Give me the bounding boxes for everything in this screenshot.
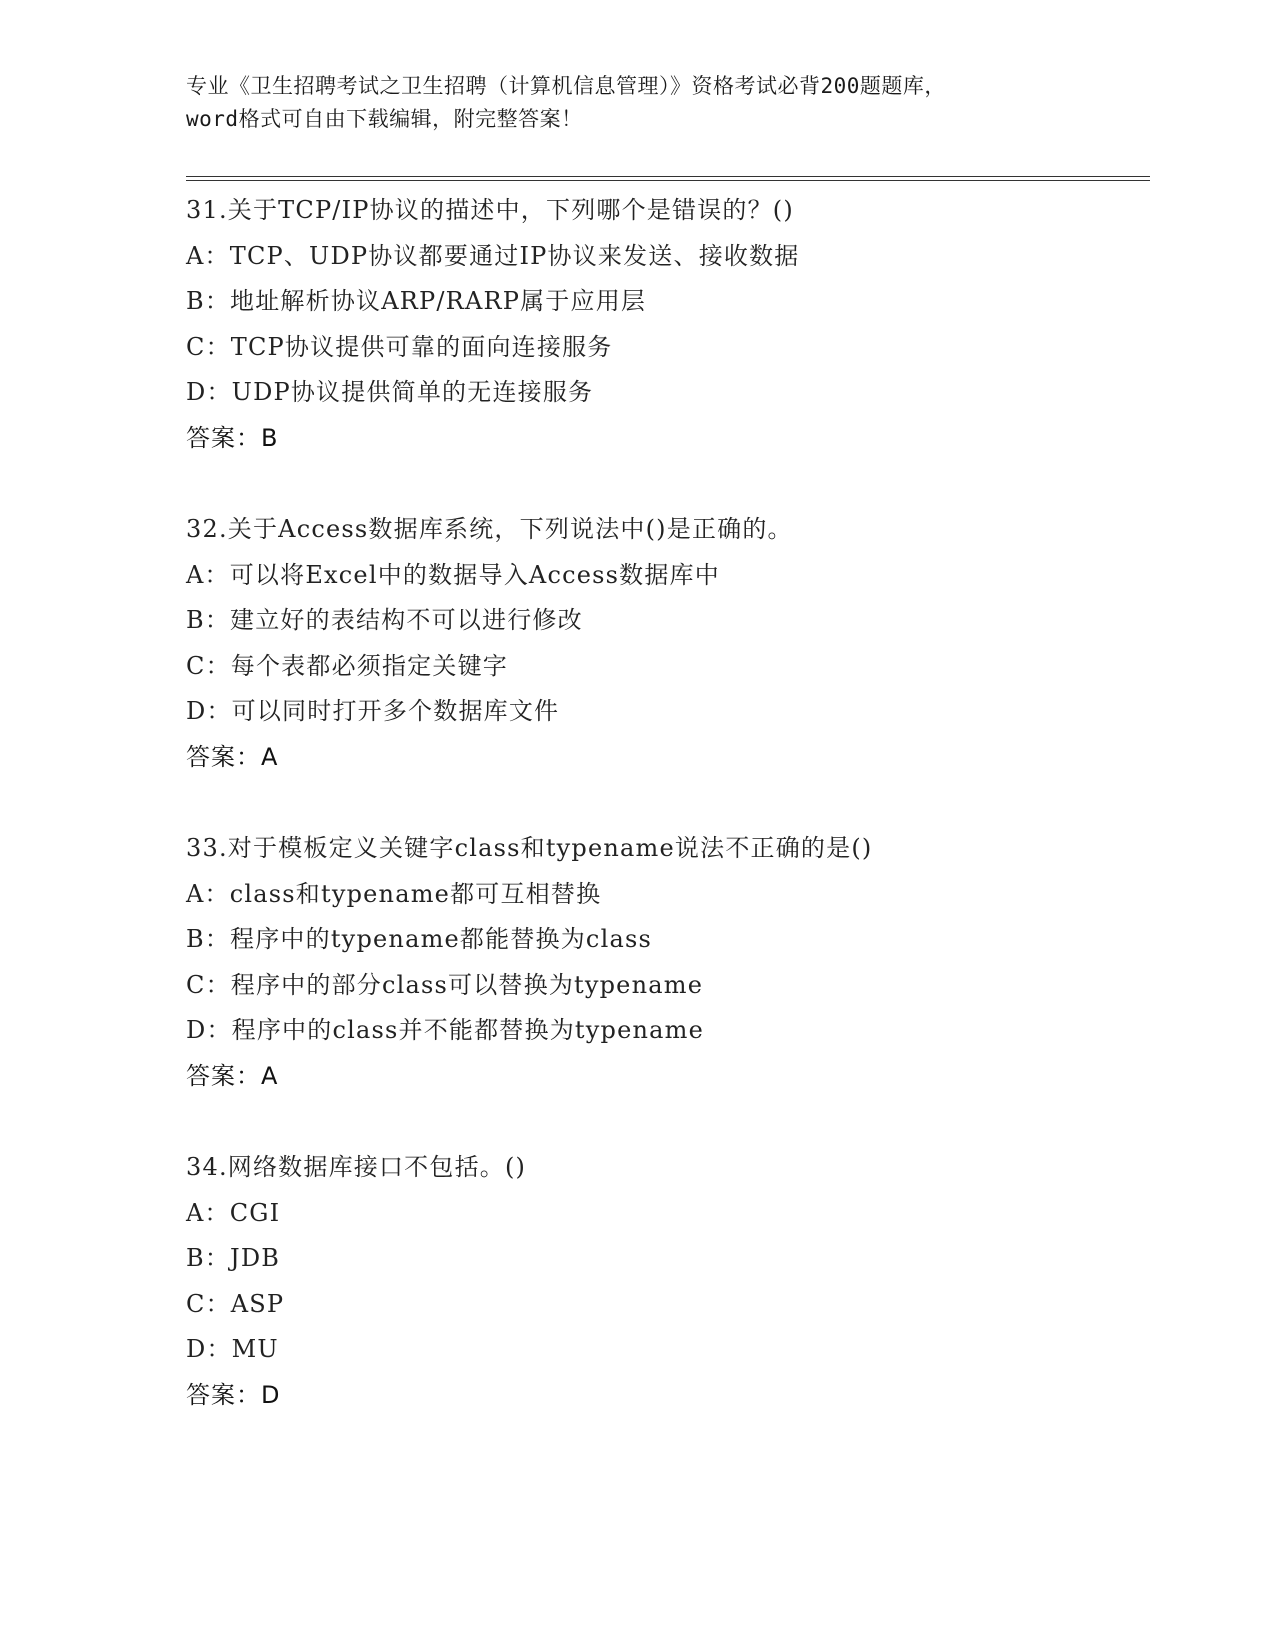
question-stem: 31.关于TCP/IP协议的描述中，下列哪个是错误的？() — [186, 196, 794, 224]
option-c: C：TCP协议提供可靠的面向连接服务 — [186, 332, 613, 361]
answer: 答案：D — [186, 1380, 281, 1409]
option-d: D：程序中的class并不能都替换为typename — [186, 1016, 704, 1044]
answer: 答案：B — [186, 423, 279, 452]
option-c: C：每个表都必须指定关键字 — [186, 651, 508, 680]
option-b: B：JDB — [186, 1244, 281, 1272]
option-a: A：class和typename都可互相替换 — [186, 879, 602, 908]
option-d: D：UDP协议提供简单的无连接服务 — [186, 378, 594, 406]
option-d: D：可以同时打开多个数据库文件 — [186, 697, 560, 725]
question-stem: 32.关于Access数据库系统，下列说法中()是正确的。 — [186, 515, 793, 543]
option-c: C：ASP — [186, 1289, 285, 1318]
answer: 答案：A — [186, 742, 279, 771]
header-divider — [186, 176, 1150, 181]
answer: 答案：A — [186, 1061, 279, 1090]
option-b: B：地址解析协议ARP/RARP属于应用层 — [186, 287, 647, 315]
question-34 — [186, 1145, 1186, 1418]
option-a: A：CGI — [186, 1198, 281, 1227]
question-32 — [186, 507, 1186, 780]
question-31 — [186, 188, 1186, 461]
header-line-2: word格式可自由下载编辑，附完整答案！ — [186, 107, 583, 131]
header-line-1: 专业《卫生招聘考试之卫生招聘（计算机信息管理）》资格考试必背200题题库， — [186, 74, 946, 98]
document-header — [186, 70, 1086, 136]
option-a: A：可以将Excel中的数据导入Access数据库中 — [186, 560, 720, 589]
question-list — [186, 188, 1186, 1464]
question-stem: 34.网络数据库接口不包括。() — [186, 1153, 527, 1181]
option-b: B：程序中的typename都能替换为class — [186, 925, 652, 953]
option-a: A：TCP、UDP协议都要通过IP协议来发送、接收数据 — [186, 241, 800, 270]
question-stem: 33.对于模板定义关键字class和typename说法不正确的是() — [186, 834, 873, 862]
option-c: C：程序中的部分class可以替换为typename — [186, 970, 704, 999]
option-d: D：MU — [186, 1335, 279, 1363]
option-b: B：建立好的表结构不可以进行修改 — [186, 606, 583, 634]
question-33 — [186, 826, 1186, 1099]
